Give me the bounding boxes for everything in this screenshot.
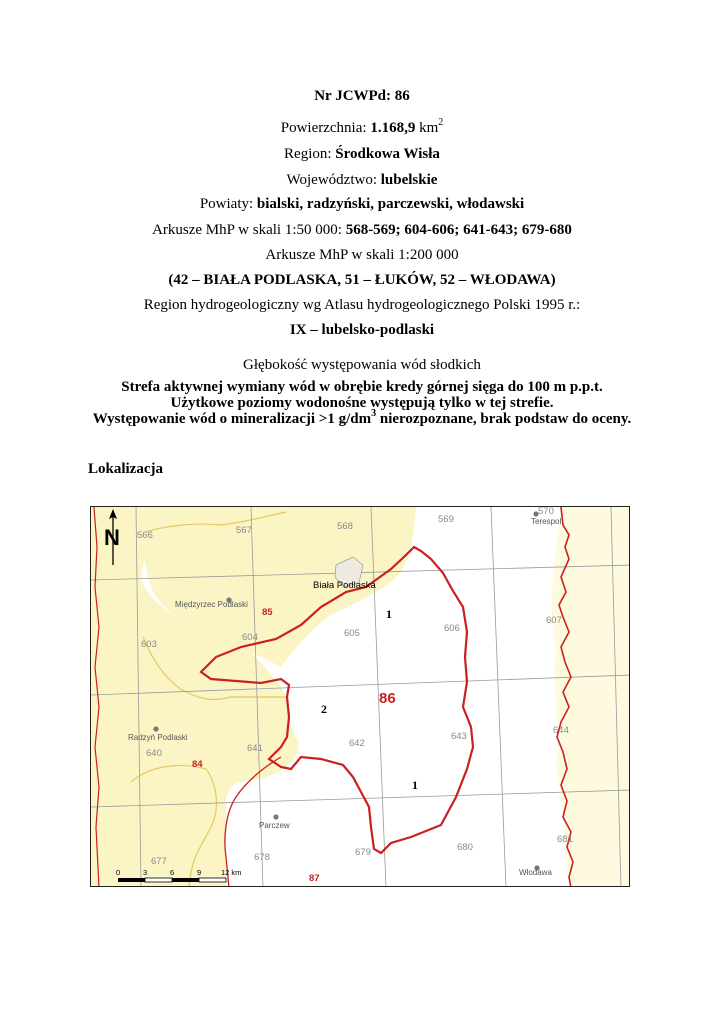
- sheet-label-567: 567: [236, 525, 252, 536]
- body-number-85: 85: [262, 607, 273, 618]
- sheet-label-603: 603: [141, 639, 157, 650]
- sheet-label-643: 643: [451, 731, 467, 742]
- body-number-86: 86: [379, 690, 396, 707]
- area-line: Powierzchnia: 1.168,9 $km^2$: [280, 117, 444, 136]
- sheet-label-566: 566: [137, 530, 153, 541]
- subarea-label-1-south: 1: [412, 778, 418, 792]
- north-arrow-label: N: [104, 525, 120, 550]
- town-label-wlodawa: Włodawa: [519, 868, 552, 877]
- depth-line-2: Użytkowe poziomy wodonośne występują tylko w tej strefie.: [170, 395, 554, 411]
- scale-tick-12: 12 km: [221, 868, 242, 877]
- counties-line: Powiaty: bialski, radzyński, parczewski, włodawski: [199, 196, 525, 212]
- sheet-label-604: 604: [242, 632, 258, 643]
- scale-tick-9: 9: [197, 868, 202, 877]
- body-number-87: 87: [309, 873, 320, 884]
- sheets-200k-label: Arkusze MhP w skali 1:200 000: [265, 247, 459, 263]
- subarea-label-2: 2: [321, 702, 327, 716]
- body-number-84: 84: [192, 759, 203, 770]
- depth-line-3: Występowanie wód o mineralizacji >1 $g/dm^3$ nierozpoznane, brak podstaw do oceny.: [92, 408, 632, 427]
- hydro-region-value: IX – lubelsko-podlaski: [289, 322, 435, 338]
- sheet-label-570: 570: [538, 507, 554, 517]
- scale-tick-0: 0: [116, 868, 121, 877]
- depth-line-1: Strefa aktywnej wymiany wód w obrębie kredy górnej sięga do 100 m p.p.t.: [121, 379, 603, 395]
- page-title: [0, 87, 724, 105]
- region-line: Region: Środkowa Wisła: [284, 146, 440, 162]
- sheets-200k-value: (42 – BIAŁA PODLASKA, 51 – ŁUKÓW, 52 – WŁODAWA): [168, 272, 556, 288]
- sheet-label-568: 568: [337, 521, 353, 532]
- sheet-label-677: 677: [151, 856, 167, 867]
- sheet-label-678: 678: [254, 852, 270, 863]
- sheet-label-569: 569: [438, 514, 454, 525]
- sheet-label-681: 681: [557, 834, 573, 845]
- scale-tick-6: 6: [170, 868, 175, 877]
- town-label-radzyn: Radzyń Podlaski: [128, 733, 188, 742]
- depth-label: Głębokość występowania wód słodkich: [243, 357, 481, 373]
- dot-radzyn: [153, 726, 158, 731]
- sheets-50k-line: Arkusze MhP w skali 1:50 000: 568-569; 604-606; 641-643; 679-680: [152, 222, 572, 238]
- voivodeship-line: Województwo: lubelskie: [286, 172, 438, 188]
- jcwpd-number: Nr JCWPd: 86: [314, 88, 410, 104]
- town-label-terespol: Terespol: [531, 517, 562, 526]
- location-map: [90, 506, 630, 887]
- town-label-miedzyrzec: Międzyrzec Podlaski: [175, 600, 248, 609]
- hydro-region-label: Region hydrogeologiczny wg Atlasu hydrogeologicznego Polski 1995 r.:: [143, 297, 581, 313]
- sheet-label-679: 679: [355, 847, 371, 858]
- subarea-label-1-north: 1: [386, 607, 392, 621]
- town-label-biala-podlaska: Biała Podlaska: [313, 580, 376, 591]
- scale-tick-3: 3: [143, 868, 148, 877]
- sheet-label-644: 644: [553, 725, 569, 736]
- sheet-label-641: 641: [247, 743, 263, 754]
- sheet-label-606: 606: [444, 623, 460, 634]
- sheet-label-640: 640: [146, 748, 162, 759]
- dot-parczew: [273, 814, 278, 819]
- sheet-label-607: 607: [546, 615, 562, 626]
- sheet-label-605: 605: [344, 628, 360, 639]
- sheet-label-680: 680: [457, 842, 473, 853]
- sheet-label-642: 642: [349, 738, 365, 749]
- town-label-parczew: Parczew: [259, 821, 290, 830]
- section-title-localization: Lokalizacja: [88, 461, 163, 477]
